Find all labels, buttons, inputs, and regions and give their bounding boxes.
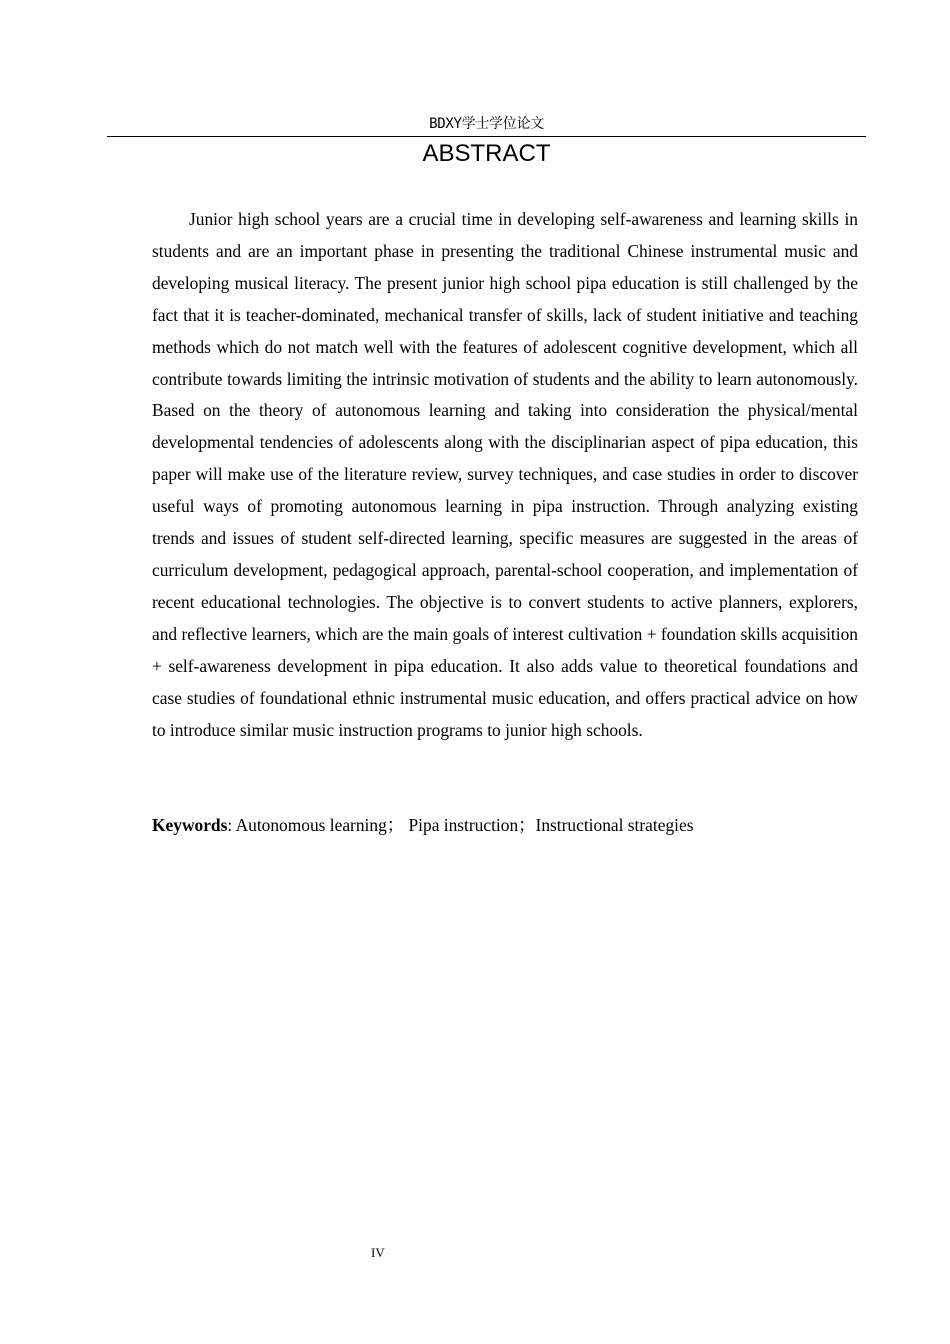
keywords-text: : Autonomous learning； Pipa instruction；Instructional strategies: [227, 815, 694, 835]
keywords-label: Keywords: [152, 815, 228, 835]
page-number: IV: [371, 1245, 385, 1260]
abstract-title: ABSTRACT: [422, 140, 551, 167]
header-text: BDXY学士学位论文: [429, 116, 544, 132]
abstract-body: Junior high school years are a crucial time in developing self-awareness and learning skills in students and are an important phase in presenting the traditional Chinese instrumental music and developing musical literacy. The present junior high school pipa education is still challenged by the fact that it is teacher-dominated, mechanical transfer of skills, lack of student initiative and teaching methods which do not match well with the features of adolescent cognitive development, which all contribute towards limiting the intrinsic motivation of students and the ability to learn autonomously. Based on the theory of autonomous learning and taking into consideration the physical/mental developmental tendencies of adolescents along with the disciplinarian aspect of pipa education, this paper will make use of the literature review, survey techniques, and case studies in order to discover useful ways of promoting autonomous learning in pipa instruction. Through analyzing existing trends and issues of student self-directed learning, specific measures are suggested in the areas of curriculum development, pedagogical approach, parental-school cooperation, and implementation of recent educational technologies. The objective is to convert students to active planners, explorers, and reflective learners, which are the main goals of interest cultivation + foundation skills acquisition + self-awareness development in pipa education. It also adds value to theoretical foundations and case studies of foundational ethnic instrumental music education, and offers practical advice on how to introduce similar music instruction programs to junior high schools.: [152, 209, 858, 740]
keywords-line: [152, 810, 858, 842]
page-header: [107, 114, 866, 137]
